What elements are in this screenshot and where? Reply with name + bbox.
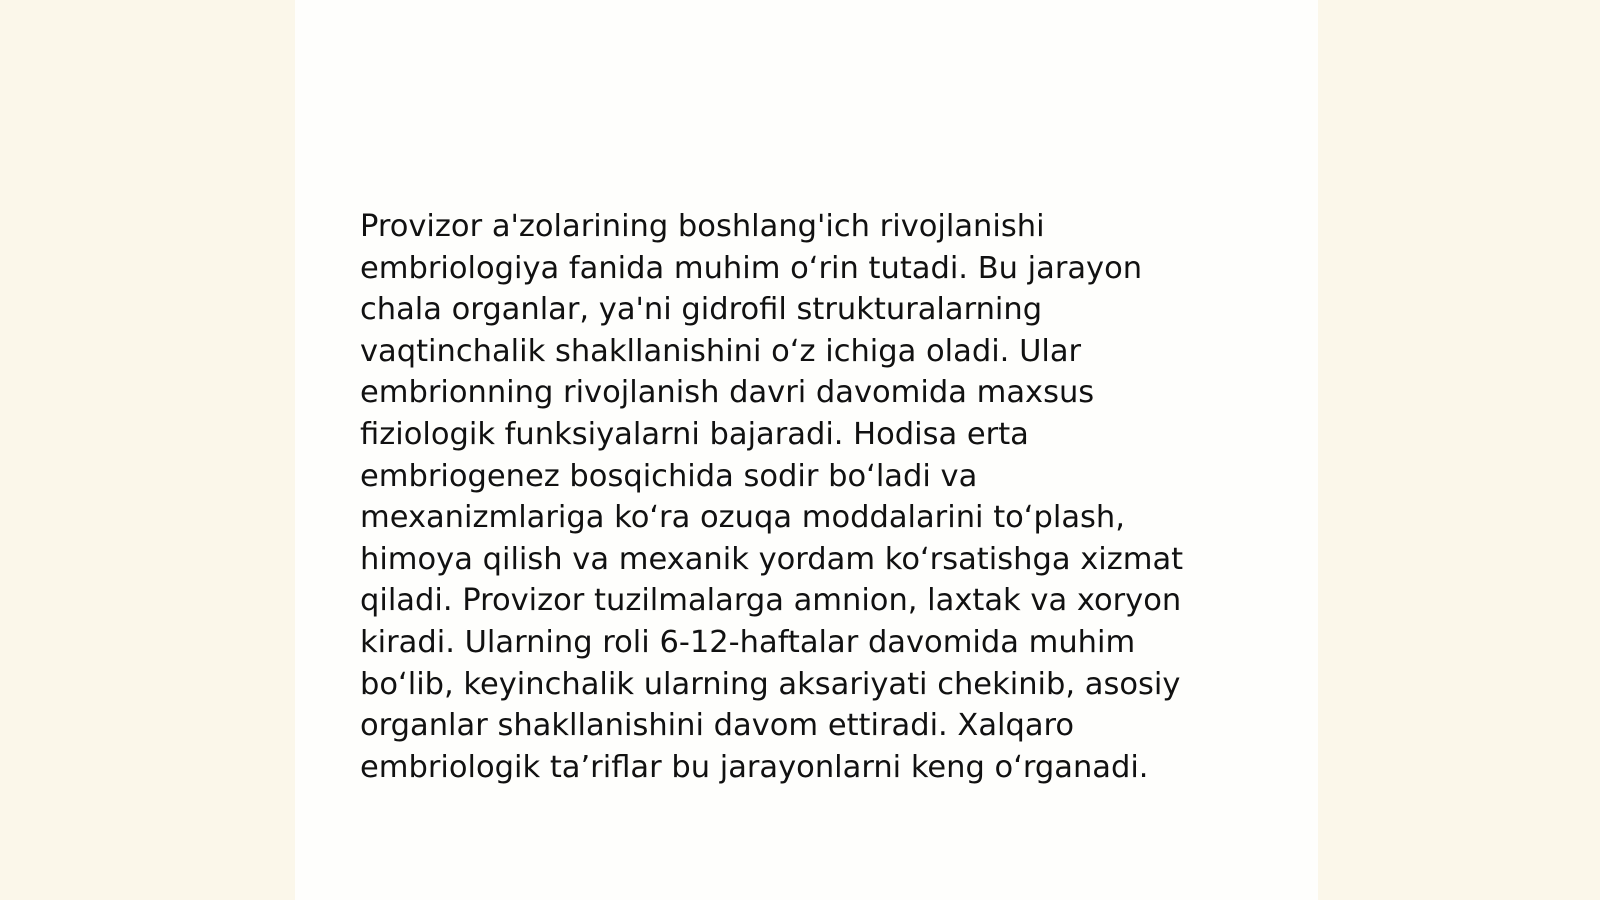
paragraph-line: bo‘lib, keyinchalik ularning aksariyati chekinib, asosiy [360,666,1181,702]
document-page [295,0,1318,900]
paragraph-line: embriologiya fanida muhim o‘rin tutadi. Bu jarayon [360,250,1143,286]
right-margin [1318,0,1600,900]
paragraph-line: mexanizmlariga ko‘ra ozuqa moddalarini to‘plash, [360,500,1125,536]
paragraph-line: fiziologik funksiyalarni bajaradi. Hodisa erta [360,416,1029,452]
body-paragraph [360,206,1260,788]
paragraph-line: embriogenez bosqichida sodir bo‘ladi va [360,458,978,494]
paragraph-line: Provizor a'zolarining boshlang'ich rivojlanishi [360,209,1045,244]
paragraph-line: embrionning rivojlanish davri davomida maxsus [360,375,1095,411]
paragraph-line: chala organlar, ya'ni gidrofil strukturalarning [360,292,1043,328]
left-margin [0,0,295,900]
paragraph-line: kiradi. Ularning roli 6-12-haftalar davomida muhim [360,624,1136,660]
paragraph-line: qiladi. Provizor tuzilmalarga amnion, laxtak va xoryon [360,583,1182,619]
paragraph-line: embriologik ta’riflar bu jarayonlarni keng o‘rganadi. [360,749,1149,785]
paragraph-line: vaqtinchalik shakllanishini o‘z ichiga oladi. Ular [360,333,1082,369]
paragraph-line: organlar shakllanishini davom ettiradi. Xalqaro [360,708,1075,744]
paragraph-line: himoya qilish va mexanik yordam ko‘rsatishga xizmat [360,541,1184,577]
